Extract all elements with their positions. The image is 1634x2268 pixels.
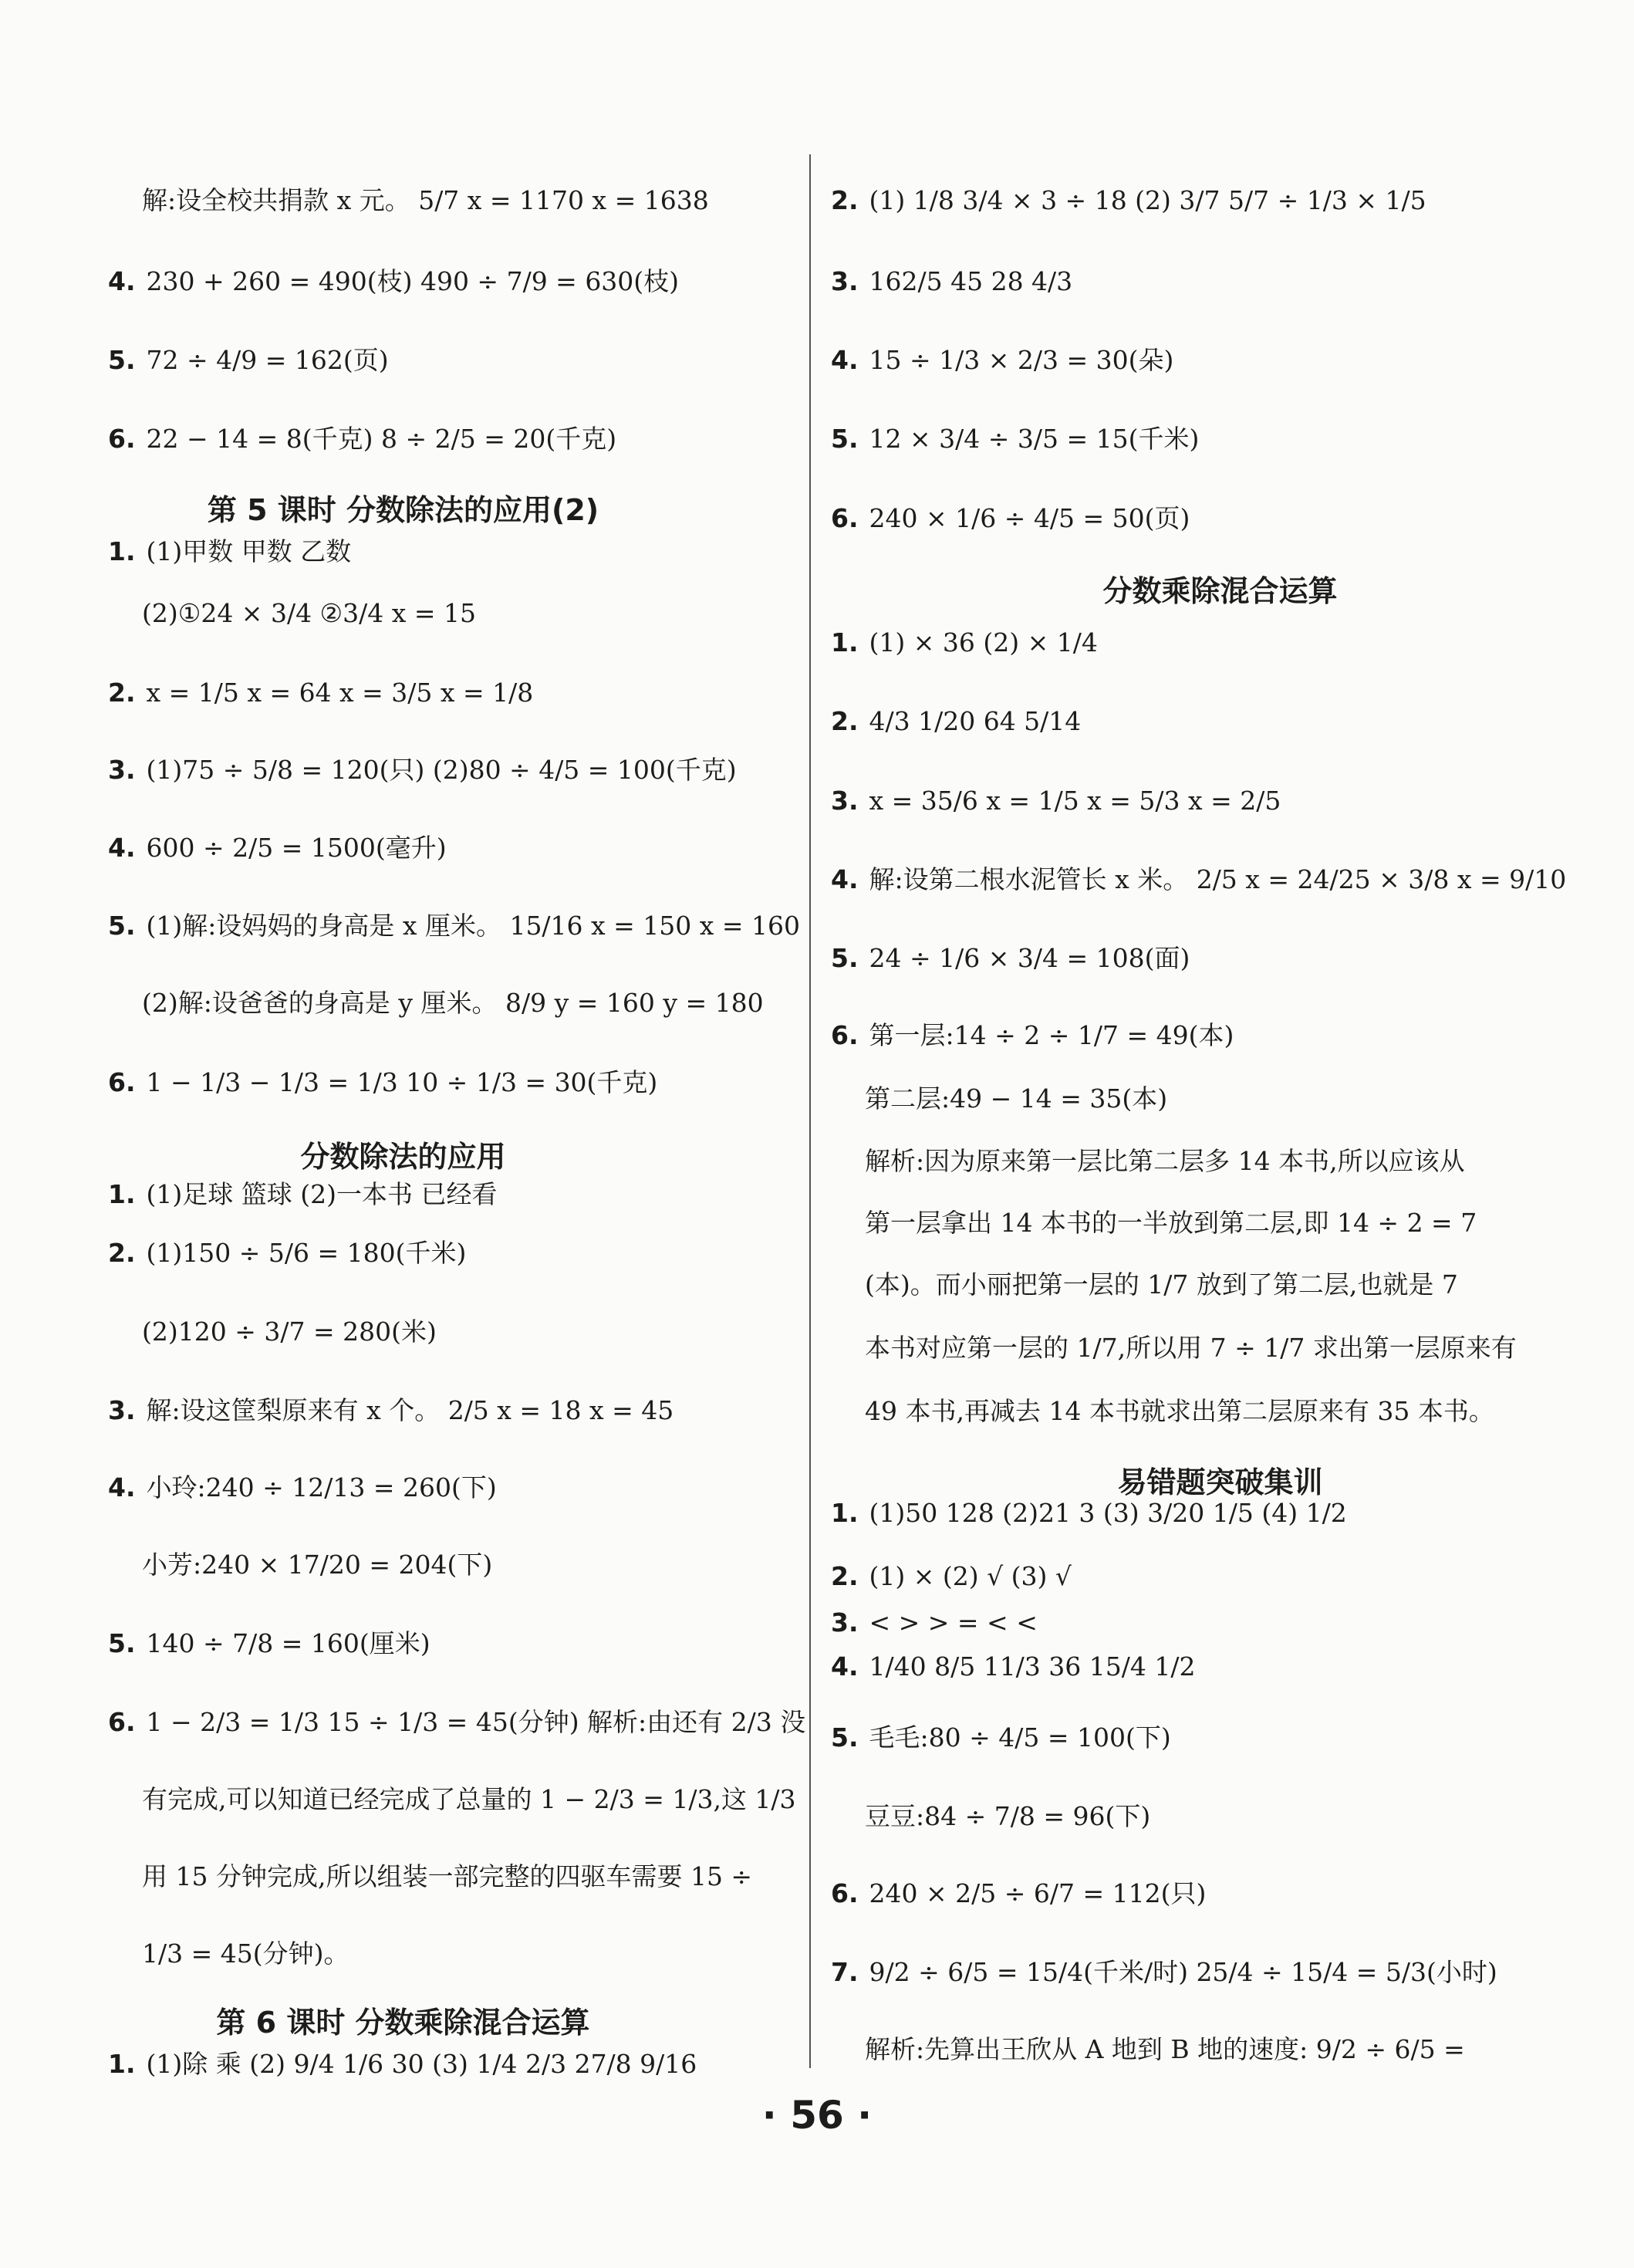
answer-text: 240 × 2/5 ÷ 6/7 = 112(只): [869, 1878, 1207, 1908]
answer-line: [831, 1020, 1234, 1051]
answer-text: 解析:先算出王欣从 A 地到 B 地的速度: 9/2 ÷ 6/5 =: [865, 2034, 1465, 2064]
item-number: 4.: [831, 345, 859, 375]
answer-line: [831, 424, 1199, 455]
answer-text: 小芳:240 × 17/20 = 204(下): [142, 1550, 493, 1580]
item-number: 1.: [831, 1498, 859, 1528]
item-number: 4.: [108, 1472, 136, 1502]
answer-text: 豆豆:84 ÷ 7/8 = 96(下): [865, 1801, 1151, 1831]
item-number: 6.: [108, 1707, 136, 1737]
item-number: 1.: [108, 1179, 136, 1209]
answer-line: [108, 1238, 466, 1269]
answer-line: [142, 1861, 752, 1892]
answer-line: [108, 1179, 497, 1210]
section-heading: 第 6 课时 分数乘除混合运算: [216, 2006, 590, 2040]
answer-text: 4/3 1/20 64 5/14: [869, 706, 1082, 736]
answer-line: [831, 1498, 1347, 1529]
answer-line: [108, 424, 616, 455]
answer-line: [831, 266, 1072, 297]
answer-line: [108, 536, 351, 567]
answer-line: [831, 786, 1281, 816]
answer-text: < > > = < <: [869, 1607, 1038, 1638]
answer-line: [142, 988, 764, 1019]
answer-text: x = 35/6 x = 1/5 x = 5/3 x = 2/5: [869, 786, 1281, 816]
answer-text: 1 − 1/3 − 1/3 = 1/3 10 ÷ 1/3 = 30(千克): [146, 1067, 658, 1097]
answer-text: 230 + 260 = 490(枝) 490 ÷ 7/9 = 630(枝): [146, 266, 680, 296]
item-number: 5.: [108, 911, 136, 941]
answer-text: 49 本书,再减去 14 本书就求出第二层原来有 35 本书。: [865, 1396, 1494, 1426]
answer-line: [865, 2034, 1465, 2065]
item-number: 1.: [108, 2049, 136, 2079]
answer-line: [831, 345, 1173, 376]
answer-line: [108, 1707, 805, 1738]
answer-text: 1 − 2/3 = 1/3 15 ÷ 1/3 = 45(分钟) 解析:由还有 2/3 没: [146, 1707, 806, 1737]
item-number: 5.: [831, 943, 859, 973]
answer-text: (1)解:设妈妈的身高是 x 厘米。 15/16 x = 150 x = 160: [146, 911, 800, 941]
item-number: 5.: [831, 1722, 859, 1753]
item-number: 2.: [831, 1561, 859, 1591]
item-number: 7.: [831, 1957, 859, 1987]
item-number: 6.: [831, 1878, 859, 1908]
answer-line: [108, 1395, 674, 1426]
answer-text: 72 ÷ 4/9 = 162(页): [146, 345, 389, 375]
answer-line: [831, 1722, 1171, 1753]
answer-text: 15 ÷ 1/3 × 2/3 = 30(朵): [869, 345, 1174, 375]
answer-text: 162/5 45 28 4/3: [869, 266, 1073, 296]
answer-text: (1)甲数 甲数 乙数: [146, 536, 352, 566]
answer-text: (1) × (2) √ (3) √: [869, 1561, 1072, 1591]
item-number: 3.: [108, 1395, 136, 1425]
answer-line: [108, 1067, 657, 1098]
answer-text: (1)足球 篮球 (2)一本书 已经看: [146, 1179, 498, 1209]
answer-line: [108, 345, 389, 376]
answer-text: (1)除 乘 (2) 9/4 1/6 30 (3) 1/4 2/3 27/8 9/16: [146, 2049, 697, 2079]
item-number: 1.: [831, 627, 859, 657]
item-number: 3.: [831, 1607, 859, 1638]
item-number: 3.: [831, 786, 859, 816]
item-number: 6.: [108, 424, 136, 454]
answer-line: [831, 1607, 1038, 1638]
answer-text: 解析:因为原来第一层比第二层多 14 本书,所以应该从: [865, 1146, 1465, 1176]
answer-line: [142, 185, 709, 216]
answer-line: [108, 755, 737, 786]
answer-text: (2)120 ÷ 3/7 = 280(米): [142, 1317, 437, 1347]
left-column: [0, 0, 806, 2268]
answer-text: 140 ÷ 7/8 = 160(厘米): [146, 1628, 430, 1658]
item-number: 4.: [108, 833, 136, 863]
answer-text: 毛毛:80 ÷ 4/5 = 100(下): [869, 1722, 1171, 1753]
answer-line: [865, 1333, 1517, 1364]
answer-text: (2)①24 × 3/4 ②3/4 x = 15: [142, 598, 476, 628]
item-number: 4.: [108, 266, 136, 296]
item-number: 1.: [108, 536, 136, 566]
answer-line: [831, 185, 1426, 216]
answer-line: [108, 2049, 697, 2080]
answer-line: [831, 1651, 1195, 1682]
answer-line: [108, 1628, 430, 1659]
answer-line: [831, 1878, 1206, 1909]
answer-text: 解:设第二根水泥管长 x 米。 2/5 x = 24/25 × 3/8 x = 9/10: [869, 864, 1567, 894]
answer-line: [831, 503, 1190, 534]
answer-text: (1) × 36 (2) × 1/4: [869, 627, 1098, 657]
item-number: 5.: [831, 424, 859, 454]
answer-line: [142, 1550, 492, 1580]
answer-text: 600 ÷ 2/5 = 1500(毫升): [146, 833, 447, 863]
answer-text: 22 − 14 = 8(千克) 8 ÷ 2/5 = 20(千克): [146, 424, 617, 454]
item-number: 4.: [831, 864, 859, 894]
answer-text: 第二层:49 − 14 = 35(本): [865, 1083, 1168, 1114]
answer-text: (本)。而小丽把第一层的 1/7 放到了第二层,也就是 7: [865, 1269, 1458, 1300]
answer-line: [142, 598, 476, 629]
answer-line: [865, 1208, 1477, 1239]
item-number: 2.: [108, 678, 136, 708]
item-number: 2.: [831, 185, 859, 215]
answer-line: [108, 833, 447, 864]
answer-line: [831, 1957, 1497, 1988]
item-number: 2.: [831, 706, 859, 736]
answer-text: 解:设全校共捐款 x 元。 5/7 x = 1170 x = 1638: [142, 185, 709, 215]
answer-line: [142, 1317, 437, 1347]
right-column: [806, 0, 1634, 2268]
answer-text: (1)150 ÷ 5/6 = 180(千米): [146, 1238, 467, 1268]
item-number: 6.: [831, 503, 859, 533]
answer-line: [142, 1784, 796, 1815]
answer-text: 用 15 分钟完成,所以组装一部完整的四驱车需要 15 ÷: [142, 1861, 753, 1891]
answer-text: 9/2 ÷ 6/5 = 15/4(千米/时) 25/4 ÷ 15/4 = 5/3(小时): [869, 1957, 1497, 1987]
answer-text: 1/40 8/5 11/3 36 15/4 1/2: [869, 1651, 1196, 1682]
answer-line: [865, 1146, 1465, 1177]
answer-text: (1)75 ÷ 5/8 = 120(只) (2)80 ÷ 4/5 = 100(千克): [146, 755, 737, 785]
item-number: 3.: [831, 266, 859, 296]
answer-text: 解:设这筐梨原来有 x 个。 2/5 x = 18 x = 45: [146, 1395, 674, 1425]
answer-text: 1/3 = 45(分钟)。: [142, 1938, 349, 1969]
answer-line: [865, 1083, 1167, 1114]
answer-text: 第一层:14 ÷ 2 ÷ 1/7 = 49(本): [869, 1020, 1234, 1050]
answer-line: [865, 1269, 1458, 1300]
answer-text: (1) 1/8 3/4 × 3 ÷ 18 (2) 3/7 5/7 ÷ 1/3 × 1/5: [869, 185, 1426, 215]
answer-text: x = 1/5 x = 64 x = 3/5 x = 1/8: [146, 678, 534, 708]
answer-line: [831, 943, 1190, 974]
section-heading: 分数乘除混合运算: [1102, 574, 1338, 608]
answer-text: 240 × 1/6 ÷ 4/5 = 50(页): [869, 503, 1190, 533]
item-number: 6.: [831, 1020, 859, 1050]
item-number: 2.: [108, 1238, 136, 1268]
answer-line: [831, 864, 1566, 895]
item-number: 4.: [831, 1651, 859, 1682]
answer-line: [865, 1396, 1494, 1427]
answer-line: [831, 1561, 1072, 1592]
answer-text: (2)解:设爸爸的身高是 y 厘米。 8/9 y = 160 y = 180: [142, 988, 764, 1018]
answer-text: 本书对应第一层的 1/7,所以用 7 ÷ 1/7 求出第一层原来有: [865, 1333, 1517, 1363]
answer-text: (1)50 128 (2)21 3 (3) 3/20 1/5 (4) 1/2: [869, 1498, 1347, 1528]
answer-line: [108, 911, 800, 941]
section-heading: 分数除法的应用: [300, 1140, 506, 1174]
answer-line: [108, 1472, 497, 1503]
answer-line: [865, 1801, 1150, 1832]
answer-line: [108, 266, 679, 297]
item-number: 6.: [108, 1067, 136, 1097]
section-heading: 易错题突破集训: [1117, 1465, 1323, 1499]
answer-line: [108, 678, 533, 708]
answer-line: [142, 1938, 349, 1969]
item-number: 5.: [108, 1628, 136, 1658]
answer-text: 24 ÷ 1/6 × 3/4 = 108(面): [869, 943, 1190, 973]
page-number: · 56 ·: [761, 2093, 873, 2138]
item-number: 5.: [108, 345, 136, 375]
section-heading: 第 5 课时 分数除法的应用(2): [207, 493, 599, 527]
answer-text: 第一层拿出 14 本书的一半放到第二层,即 14 ÷ 2 = 7: [865, 1208, 1477, 1238]
answer-text: 小玲:240 ÷ 12/13 = 260(下): [146, 1472, 497, 1502]
answer-text: 12 × 3/4 ÷ 3/5 = 15(千米): [869, 424, 1200, 454]
answer-line: [831, 627, 1098, 658]
item-number: 3.: [108, 755, 136, 785]
answer-text: 有完成,可以知道已经完成了总量的 1 − 2/3 = 1/3,这 1/3: [142, 1784, 796, 1814]
answer-line: [831, 706, 1081, 737]
